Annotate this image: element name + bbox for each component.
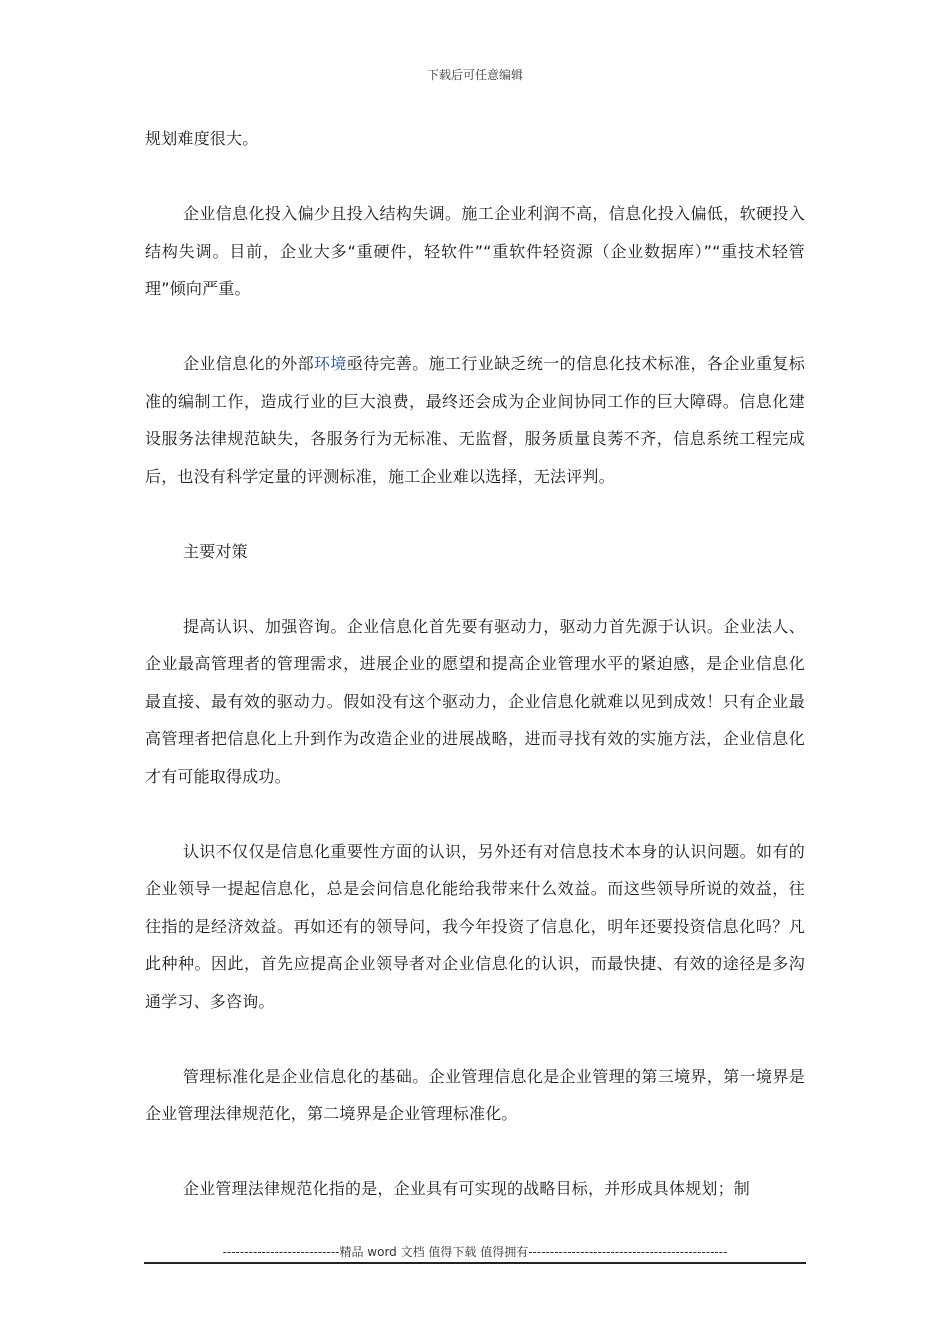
environment-link[interactable]: 环境 [313, 354, 347, 373]
section-heading: 主要对策 [183, 541, 248, 561]
paragraph: 认识不仅仅是信息化重要性方面的认识，另外还有对信息技术本身的认识问题。如有的企业领导一提起信息化，总是会问信息化能给我带来什么效益。而这些领导所说的效益，往往指的是经济效益。再如还有的领导问，我今年投资了信息化，明年还要投资信息化吗？凡此种种。因此，首先应提高企业领导者对企业信息化的认识，而最快捷、有效的途径是多沟通学习、多咨询。 [145, 841, 805, 1011]
paragraph: 提高认识、加强咨询。企业信息化首先要有驱动力，驱动力首先源于认识。企业法人、企业最高管理者的管理需求，进展企业的愿望和提高企业管理水平的紧迫感，是企业信息化最直接、最有效的驱动力。假如没有这个驱动力，企业信息化就难以见到成效！只有企业最高管理者把信息化上升到作为改造企业的进展战略，进而寻找有效的实施方法，企业信息化才有可能取得成功。 [145, 616, 805, 786]
paragraph-gap [145, 795, 805, 833]
paragraph: 企业信息化投入偏少且投入结构失调。施工企业利润不高，信息化投入偏低，软硬投入结构失调。目前，企业大多“重硬件，轻软件”“重软件轻资源（企业数据库）”“重技术轻管理”倾向严重。 [145, 204, 805, 298]
paragraph-gap [145, 1020, 805, 1058]
paragraph: 管理标准化是企业信息化的基础。企业管理信息化是企业管理的第三境界，第一境界是企业管理法律规范化，第二境界是企业管理标准化。 [145, 1066, 805, 1123]
paragraph-gap [145, 1133, 805, 1171]
page-footer: ---------------------------精品 word 文档 值得下载 值得拥有---------------------------------------------- [222, 1245, 728, 1259]
page-header: 下载后可任意编辑 [426, 68, 523, 82]
paragraph-gap [145, 570, 805, 608]
paragraph-gap [145, 158, 805, 196]
paragraph [145, 345, 805, 495]
paragraph-gap [145, 308, 805, 346]
footer-divider [144, 1262, 806, 1264]
paragraph: 企业管理法律规范化指的是，企业具有可实现的战略目标，并形成具体规划；制 [183, 1179, 751, 1198]
paragraph-text: 亟待完善。施工行业缺乏统一的信息化技术标准，各企业重复标准的编制工作，造成行业的巨大浪费，最终还会成为企业间协同工作的巨大障碍。信息化建设服务法律规范缺失，各服务行为无标准、无监督，服务质量良莠不齐，信息系统工程完成后，也没有科学定量的评测标准，施工企业难以选择，无法评判。 [145, 354, 805, 486]
paragraph-gap [145, 495, 805, 533]
document-body [145, 120, 805, 1208]
paragraph: 规划难度很大。 [145, 129, 259, 148]
paragraph-text: 企业信息化的外部 [183, 354, 314, 373]
